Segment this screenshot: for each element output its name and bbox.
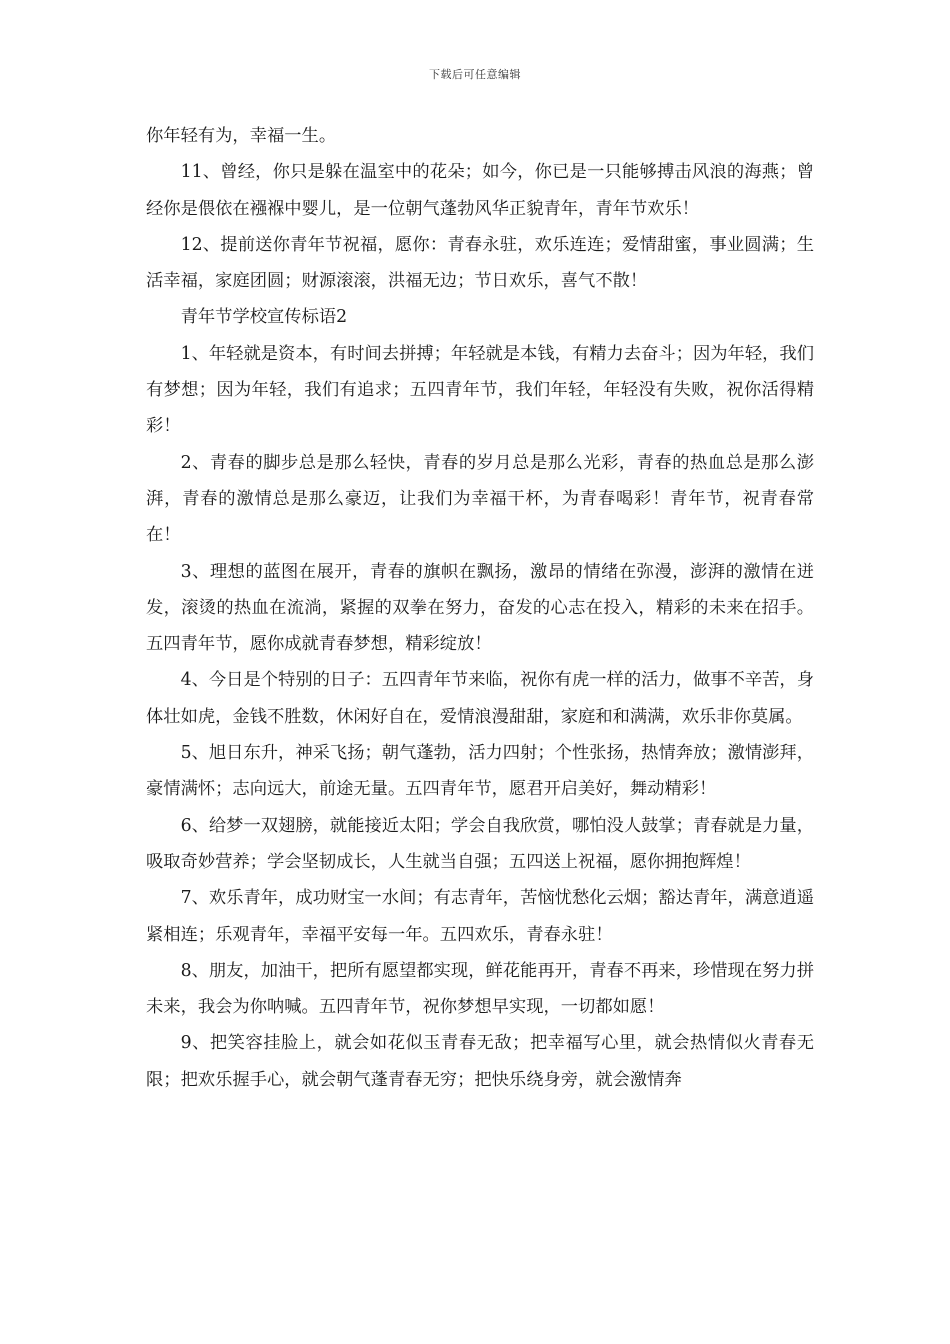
paragraph-item-6: 6、给梦一双翅膀，就能接近太阳；学会自我欣赏，哪怕没人鼓掌；青春就是力量，吸取奇妙营养；学会坚韧成长，人生就当自强；五四送上祝福，愿你拥抱辉煌！ <box>146 815 814 872</box>
paragraph-item-12: 12、提前送你青年节祝福，愿你：青春永驻，欢乐连连；爱情甜蜜，事业圆满；生活幸福，家庭团圆；财源滚滚，洪福无边；节日欢乐，喜气不散！ <box>146 234 814 292</box>
paragraph-continuation: 你年轻有为，幸福一生。 <box>146 126 337 146</box>
page-header: 下载后可任意编辑 <box>429 68 521 81</box>
section-heading: 青年节学校宣传标语2 <box>180 307 348 328</box>
paragraph-item-5: 5、旭日东升，神采飞扬；朝气蓬勃，活力四射；个性张扬，热情奔放；激情澎拜，豪情满怀；志向远大，前途无量。五四青年节，愿君开启美好，舞动精彩！ <box>146 743 814 800</box>
document-body <box>146 118 814 1098</box>
paragraph-item-9: 9、把笑容挂脸上，就会如花似玉青春无敌；把幸福写心里，就会热情似火青春无限；把欢乐握手心，就会朝气蓬青春无穷；把快乐绕身旁，就会激情奔 <box>146 1033 814 1090</box>
paragraph-item-1: 1、年轻就是资本，有时间去拼搏；年轻就是本钱，有精力去奋斗；因为年轻，我们有梦想；因为年轻，我们有追求；五四青年节，我们年轻，年轻没有失败，祝你活得精彩！ <box>146 343 814 437</box>
paragraph-item-4: 4、今日是个特别的日子：五四青年节来临，祝你有虎一样的活力，做事不辛苦，身体壮如虎，金钱不胜数，休闲好自在，爱情浪漫甜甜，家庭和和满满，欢乐非你莫属。 <box>146 670 814 727</box>
paragraph-item-7: 7、欢乐青年，成功财宝一水间；有志青年，苦恼忧愁化云烟；豁达青年，满意逍遥紧相连；乐观青年，幸福平安每一年。五四欢乐，青春永驻！ <box>146 888 814 945</box>
paragraph-item-11: 11、曾经，你只是躲在温室中的花朵；如今，你已是一只能够搏击风浪的海燕；曾经你是偎依在襁褓中婴儿，是一位朝气蓬勃风华正貌青年，青年节欢乐！ <box>146 162 814 219</box>
paragraph-item-2: 2、青春的脚步总是那么轻快，青春的岁月总是那么光彩，青春的热血总是那么澎湃，青春的激情总是那么豪迈，让我们为幸福干杯，为青春喝彩！青年节，祝青春常在！ <box>146 452 814 546</box>
paragraph-item-3: 3、理想的蓝图在展开，青春的旗帜在飘扬，激昂的情绪在弥漫，澎湃的激情在迸发，滚烫的热血在流淌，紧握的双拳在努力，奋发的心志在投入，精彩的未来在招手。五四青年节，愿你成就青春梦想，精彩绽放！ <box>146 561 814 655</box>
paragraph-item-8: 8、朋友，加油干，把所有愿望都实现，鲜花能再开，青春不再来，珍惜现在努力拼未来，我会为你呐喊。五四青年节，祝你梦想早实现，一切都如愿！ <box>146 960 814 1018</box>
